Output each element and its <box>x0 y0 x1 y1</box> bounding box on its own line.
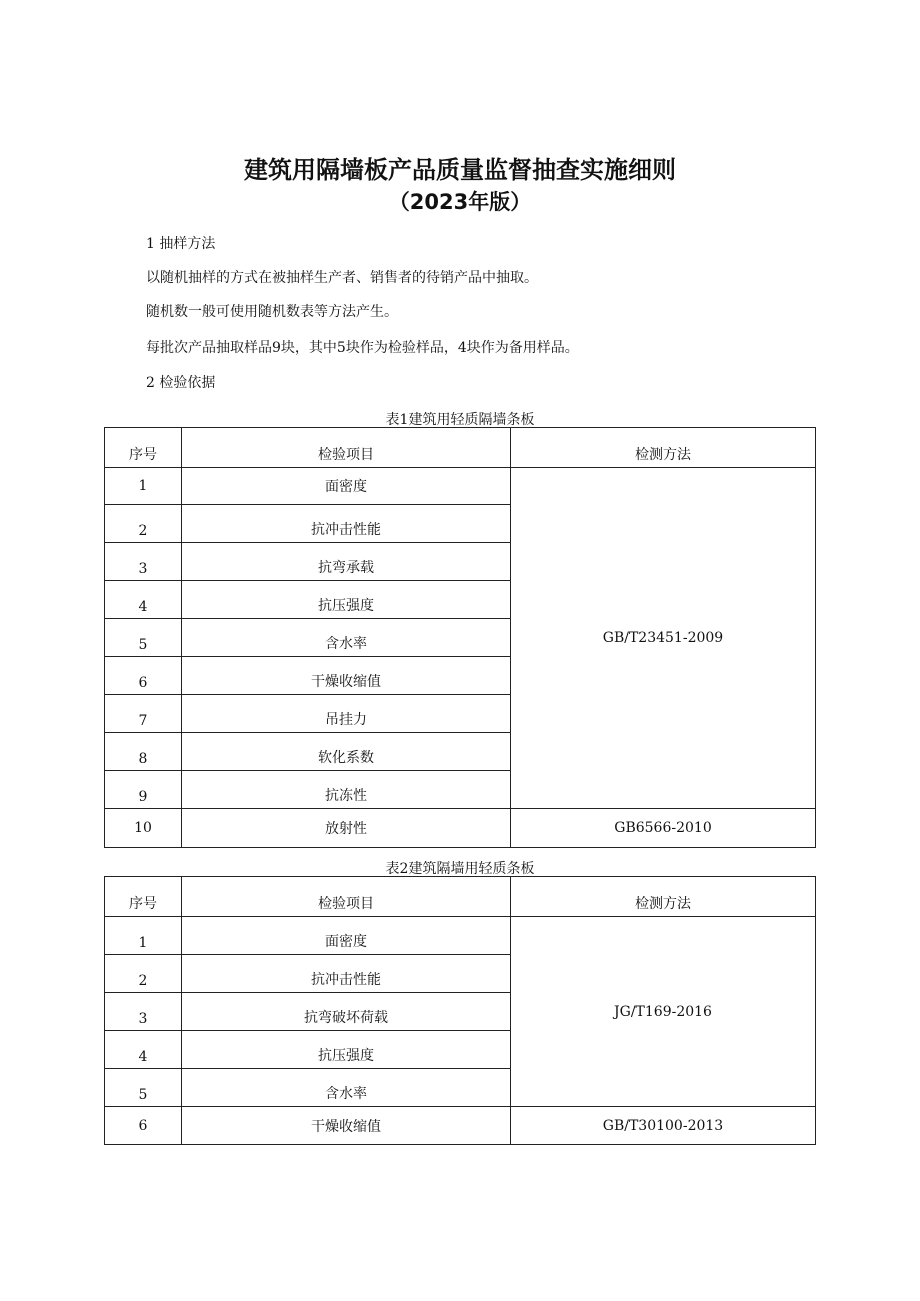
inspection-item: 干燥收缩值 <box>182 657 511 695</box>
row-number: 5 <box>105 1069 182 1107</box>
header-cell-method: 检测方法 <box>511 877 816 917</box>
table-row <box>105 1107 816 1145</box>
row-number: 9 <box>105 771 182 809</box>
table-row <box>105 468 816 505</box>
inspection-item: 抗冲击性能 <box>182 505 511 543</box>
table-1 <box>104 427 816 848</box>
row-number: 6 <box>105 1107 182 1145</box>
header-cell-method: 检测方法 <box>511 428 816 468</box>
section-1-heading: 1 抽样方法 <box>146 236 216 252</box>
inspection-item: 软化系数 <box>182 733 511 771</box>
row-number: 3 <box>105 993 182 1031</box>
test-method-merged: JG/T169-2016 <box>511 917 816 1107</box>
header-cell-no: 序号 <box>105 877 182 917</box>
test-method: GB/T30100-2013 <box>511 1107 816 1145</box>
row-number: 8 <box>105 733 182 771</box>
section-2-heading: 2 检验依据 <box>146 375 216 391</box>
table-row <box>105 917 816 955</box>
row-number: 4 <box>105 581 182 619</box>
table-2 <box>104 876 816 1145</box>
paragraph-sampling-method: 以随机抽样的方式在被抽样生产者、销售者的待销产品中抽取。 <box>146 270 538 286</box>
inspection-item: 抗压强度 <box>182 1031 511 1069</box>
table-1-caption: 表1建筑用轻质隔墙条板 <box>385 412 535 428</box>
inspection-item: 抗弯破坏荷载 <box>182 993 511 1031</box>
inspection-item: 面密度 <box>182 468 511 505</box>
inspection-item: 抗冻性 <box>182 771 511 809</box>
row-number: 4 <box>105 1031 182 1069</box>
table-header-row <box>105 428 816 468</box>
inspection-item: 抗弯承载 <box>182 543 511 581</box>
row-number: 7 <box>105 695 182 733</box>
inspection-item: 放射性 <box>182 809 511 848</box>
inspection-item: 含水率 <box>182 619 511 657</box>
table-header-row <box>105 877 816 917</box>
row-number: 5 <box>105 619 182 657</box>
document-edition: （2023年版） <box>388 190 532 214</box>
inspection-item: 抗冲击性能 <box>182 955 511 993</box>
document-title: 建筑用隔墙板产品质量监督抽查实施细则 <box>244 156 676 184</box>
header-cell-item: 检验项目 <box>182 877 511 917</box>
inspection-item: 吊挂力 <box>182 695 511 733</box>
table-row <box>105 809 816 848</box>
row-number: 10 <box>105 809 182 848</box>
row-number: 2 <box>105 955 182 993</box>
paragraph-sample-quantity: 每批次产品抽取样品9块，其中5块作为检验样品，4块作为备用样品。 <box>146 340 579 356</box>
header-cell-no: 序号 <box>105 428 182 468</box>
test-method: GB6566-2010 <box>511 809 816 848</box>
row-number: 3 <box>105 543 182 581</box>
inspection-item: 面密度 <box>182 917 511 955</box>
paragraph-random-number: 随机数一般可使用随机数表等方法产生。 <box>146 304 398 320</box>
row-number: 1 <box>105 917 182 955</box>
inspection-item: 抗压强度 <box>182 581 511 619</box>
header-cell-item: 检验项目 <box>182 428 511 468</box>
table-2-caption: 表2建筑隔墙用轻质条板 <box>385 861 535 877</box>
inspection-item: 含水率 <box>182 1069 511 1107</box>
inspection-item: 干燥收缩值 <box>182 1107 511 1145</box>
row-number: 2 <box>105 505 182 543</box>
row-number: 6 <box>105 657 182 695</box>
test-method-merged: GB/T23451-2009 <box>511 468 816 809</box>
row-number: 1 <box>105 468 182 505</box>
